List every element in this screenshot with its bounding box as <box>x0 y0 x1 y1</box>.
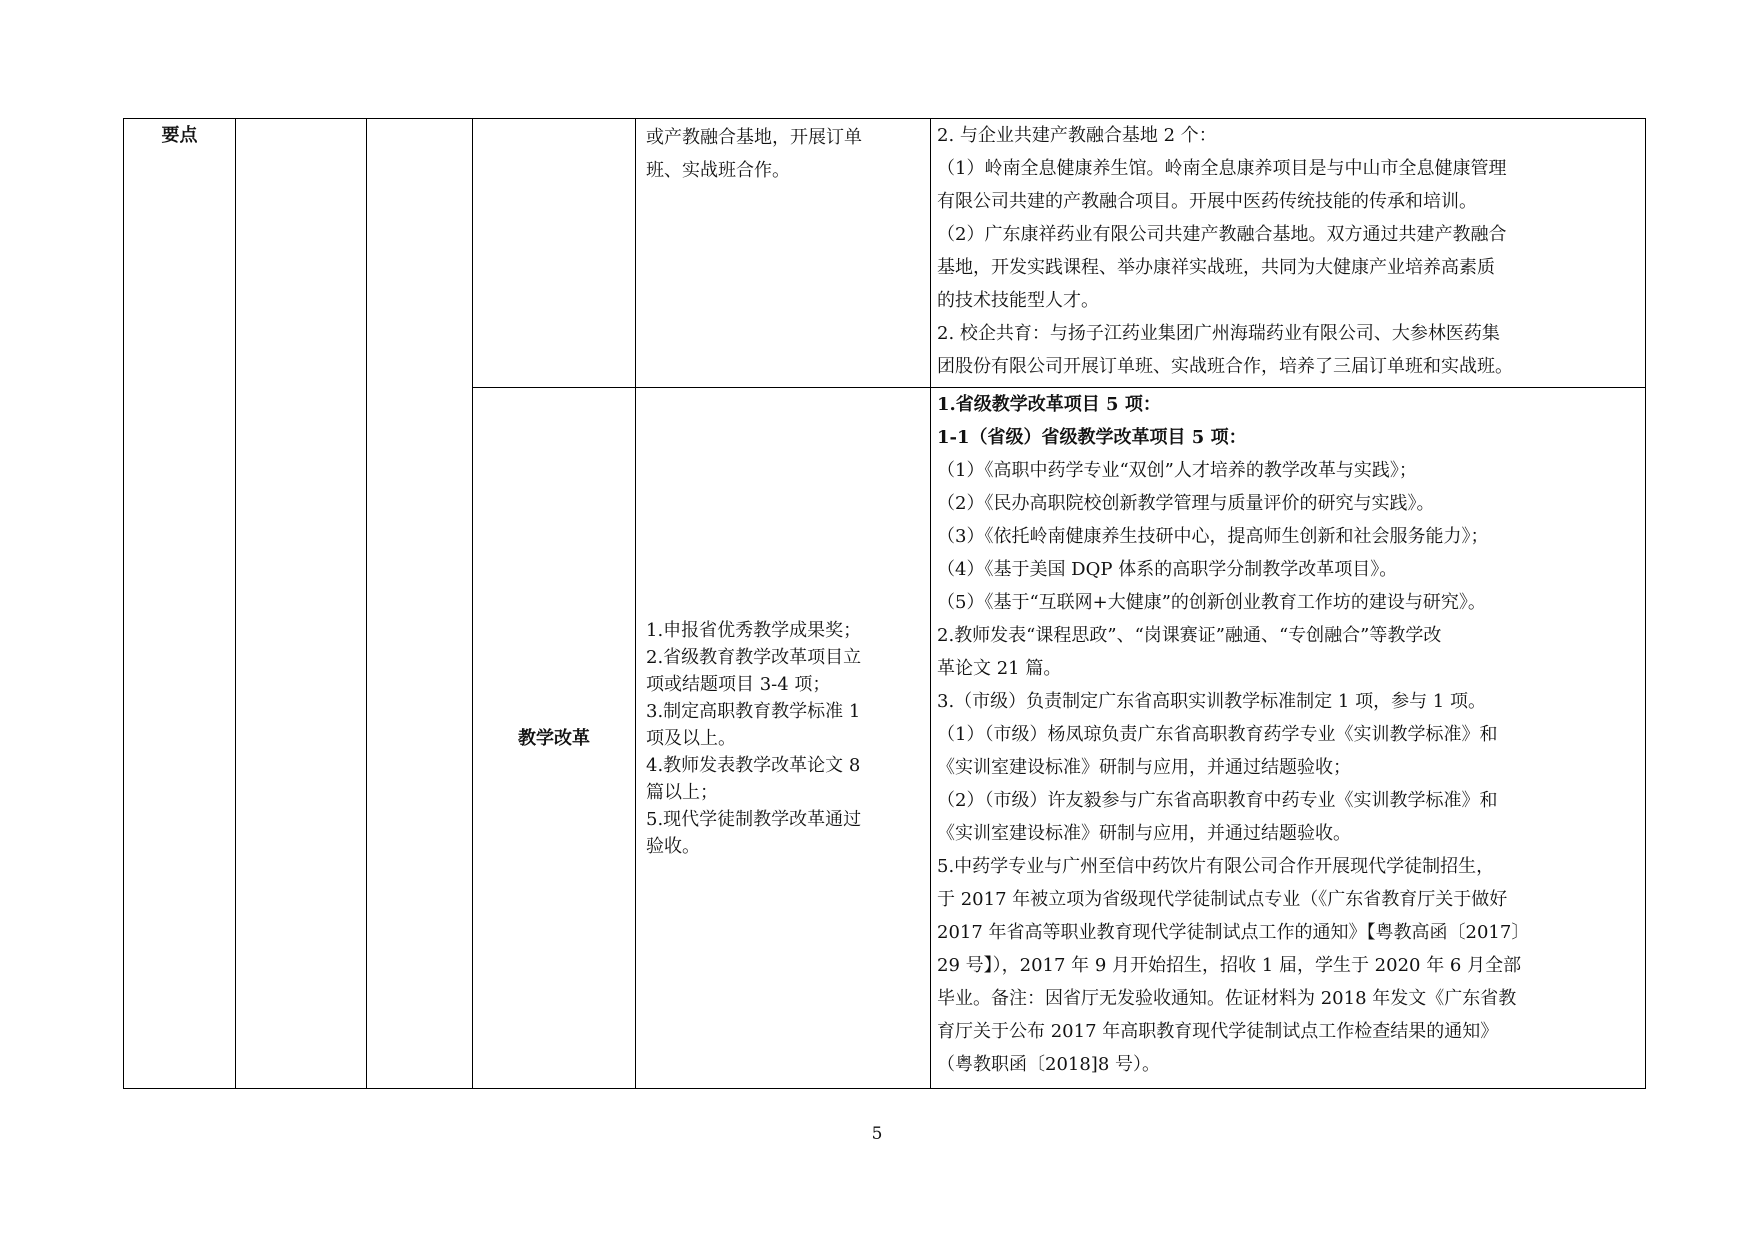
section-label: 要点 <box>161 125 198 146</box>
detail-line: 育厅关于公布 2017 年高职教育现代学徒制试点工作检查结果的通知》 <box>937 1021 1499 1042</box>
target-line: 篇以上； <box>646 781 718 803</box>
empty-cell <box>367 119 473 1089</box>
target-line: 1.申报省优秀教学成果奖； <box>646 619 862 641</box>
target-line: 项及以上。 <box>646 727 736 749</box>
detail-line: 2. 校企共育：与扬子江药业集团广州海瑞药业有限公司、大参林医药集 <box>937 323 1500 344</box>
target-line: 验收。 <box>646 835 700 857</box>
target-line: 班、实战班合作。 <box>646 160 790 181</box>
detail-line: 3.（市级）负责制定广东省高职实训教学标准制定 1 项，参与 1 项。 <box>937 691 1486 712</box>
table-row <box>124 119 1646 388</box>
target-cell <box>636 388 931 1089</box>
detail-cell <box>931 388 1646 1089</box>
detail-heading: 1.省级教学改革项目 5 项： <box>937 394 1161 415</box>
target-line: 2.省级教育教学改革项目立 <box>646 646 862 668</box>
detail-line: （3）《依托岭南健康养生技研中心，提高师生创新和社会服务能力》； <box>937 526 1489 547</box>
detail-line: 有限公司共建的产教融合项目。开展中医药传统技能的传承和培训。 <box>937 191 1477 212</box>
category-label: 教学改革 <box>518 727 590 749</box>
detail-line: 于 2017 年被立项为省级现代学徒制试点专业（《广东省教育厅关于做好 <box>937 889 1508 910</box>
detail-line: 2.教师发表“课程思政”、“岗课赛证”融通、“专创融合”等教学改 <box>937 625 1442 646</box>
detail-line: （粤教职函〔2018]8 号）。 <box>937 1054 1161 1075</box>
detail-line: （1）《高职中药学专业“双创”人才培养的教学改革与实践》； <box>937 460 1417 481</box>
detail-line: 2017 年省高等职业教育现代学徒制试点工作的通知》【粤教高函〔2017〕 <box>937 922 1530 943</box>
detail-line: （5）《基于“互联网+大健康”的创新创业教育工作坊的建设与研究》。 <box>937 592 1486 613</box>
target-line: 或产教融合基地，开展订单 <box>646 127 862 148</box>
detail-line: 团股份有限公司开展订单班、实战班合作，培养了三届订单班和实战班。 <box>937 356 1513 377</box>
category-cell <box>473 388 636 1089</box>
detail-line: 的技术技能型人才。 <box>937 290 1099 311</box>
target-line: 项或结题项目 3-4 项； <box>646 673 831 695</box>
detail-line: （2）《民办高职院校创新教学管理与质量评价的研究与实践》。 <box>937 493 1435 514</box>
detail-line: （2）（市级）许友毅参与广东省高职教育中药专业《实训教学标准》和 <box>937 790 1498 811</box>
target-cell <box>636 119 931 388</box>
content-table <box>123 118 1646 1089</box>
detail-cell <box>931 119 1646 388</box>
target-line: 4.教师发表教学改革论文 8 <box>646 754 861 776</box>
detail-line: 2. 与企业共建产教融合基地 2 个： <box>937 125 1217 146</box>
detail-line: 基地，开发实践课程、举办康祥实战班，共同为大健康产业培养高素质 <box>937 257 1495 278</box>
detail-line: 《实训室建设标准》研制与应用，并通过结题验收； <box>937 757 1351 778</box>
detail-line: （1）岭南全息健康养生馆。岭南全息康养项目是与中山市全息健康管理 <box>937 158 1507 179</box>
detail-line: （4）《基于美国 DQP 体系的高职学分制教学改革项目》。 <box>937 559 1398 580</box>
target-line: 5.现代学徒制教学改革通过 <box>646 808 862 830</box>
page-number: 5 <box>871 1124 883 1144</box>
detail-line: 29 号】），2017 年 9 月开始招生，招收 1 届，学生于 2020 年 6 月全部 <box>937 955 1522 976</box>
detail-heading: 1-1（省级）省级教学改革项目 5 项： <box>937 427 1247 448</box>
detail-line: （1）（市级）杨凤琼负责广东省高职教育药学专业《实训教学标准》和 <box>937 724 1498 745</box>
detail-line: 《实训室建设标准》研制与应用，并通过结题验收。 <box>937 823 1351 844</box>
target-line: 3.制定高职教育教学标准 1 <box>646 700 861 722</box>
empty-cell <box>236 119 367 1089</box>
section-label-cell <box>124 119 236 1089</box>
detail-line: 革论文 21 篇。 <box>937 658 1062 679</box>
detail-line: （2）广东康祥药业有限公司共建产教融合基地。双方通过共建产教融合 <box>937 224 1507 245</box>
detail-line: 5.中药学专业与广州至信中药饮片有限公司合作开展现代学徒制招生， <box>937 856 1495 877</box>
empty-cell <box>473 119 636 388</box>
detail-line: 毕业。备注：因省厅无发验收通知。佐证材料为 2018 年发文《广东省教 <box>937 988 1517 1009</box>
